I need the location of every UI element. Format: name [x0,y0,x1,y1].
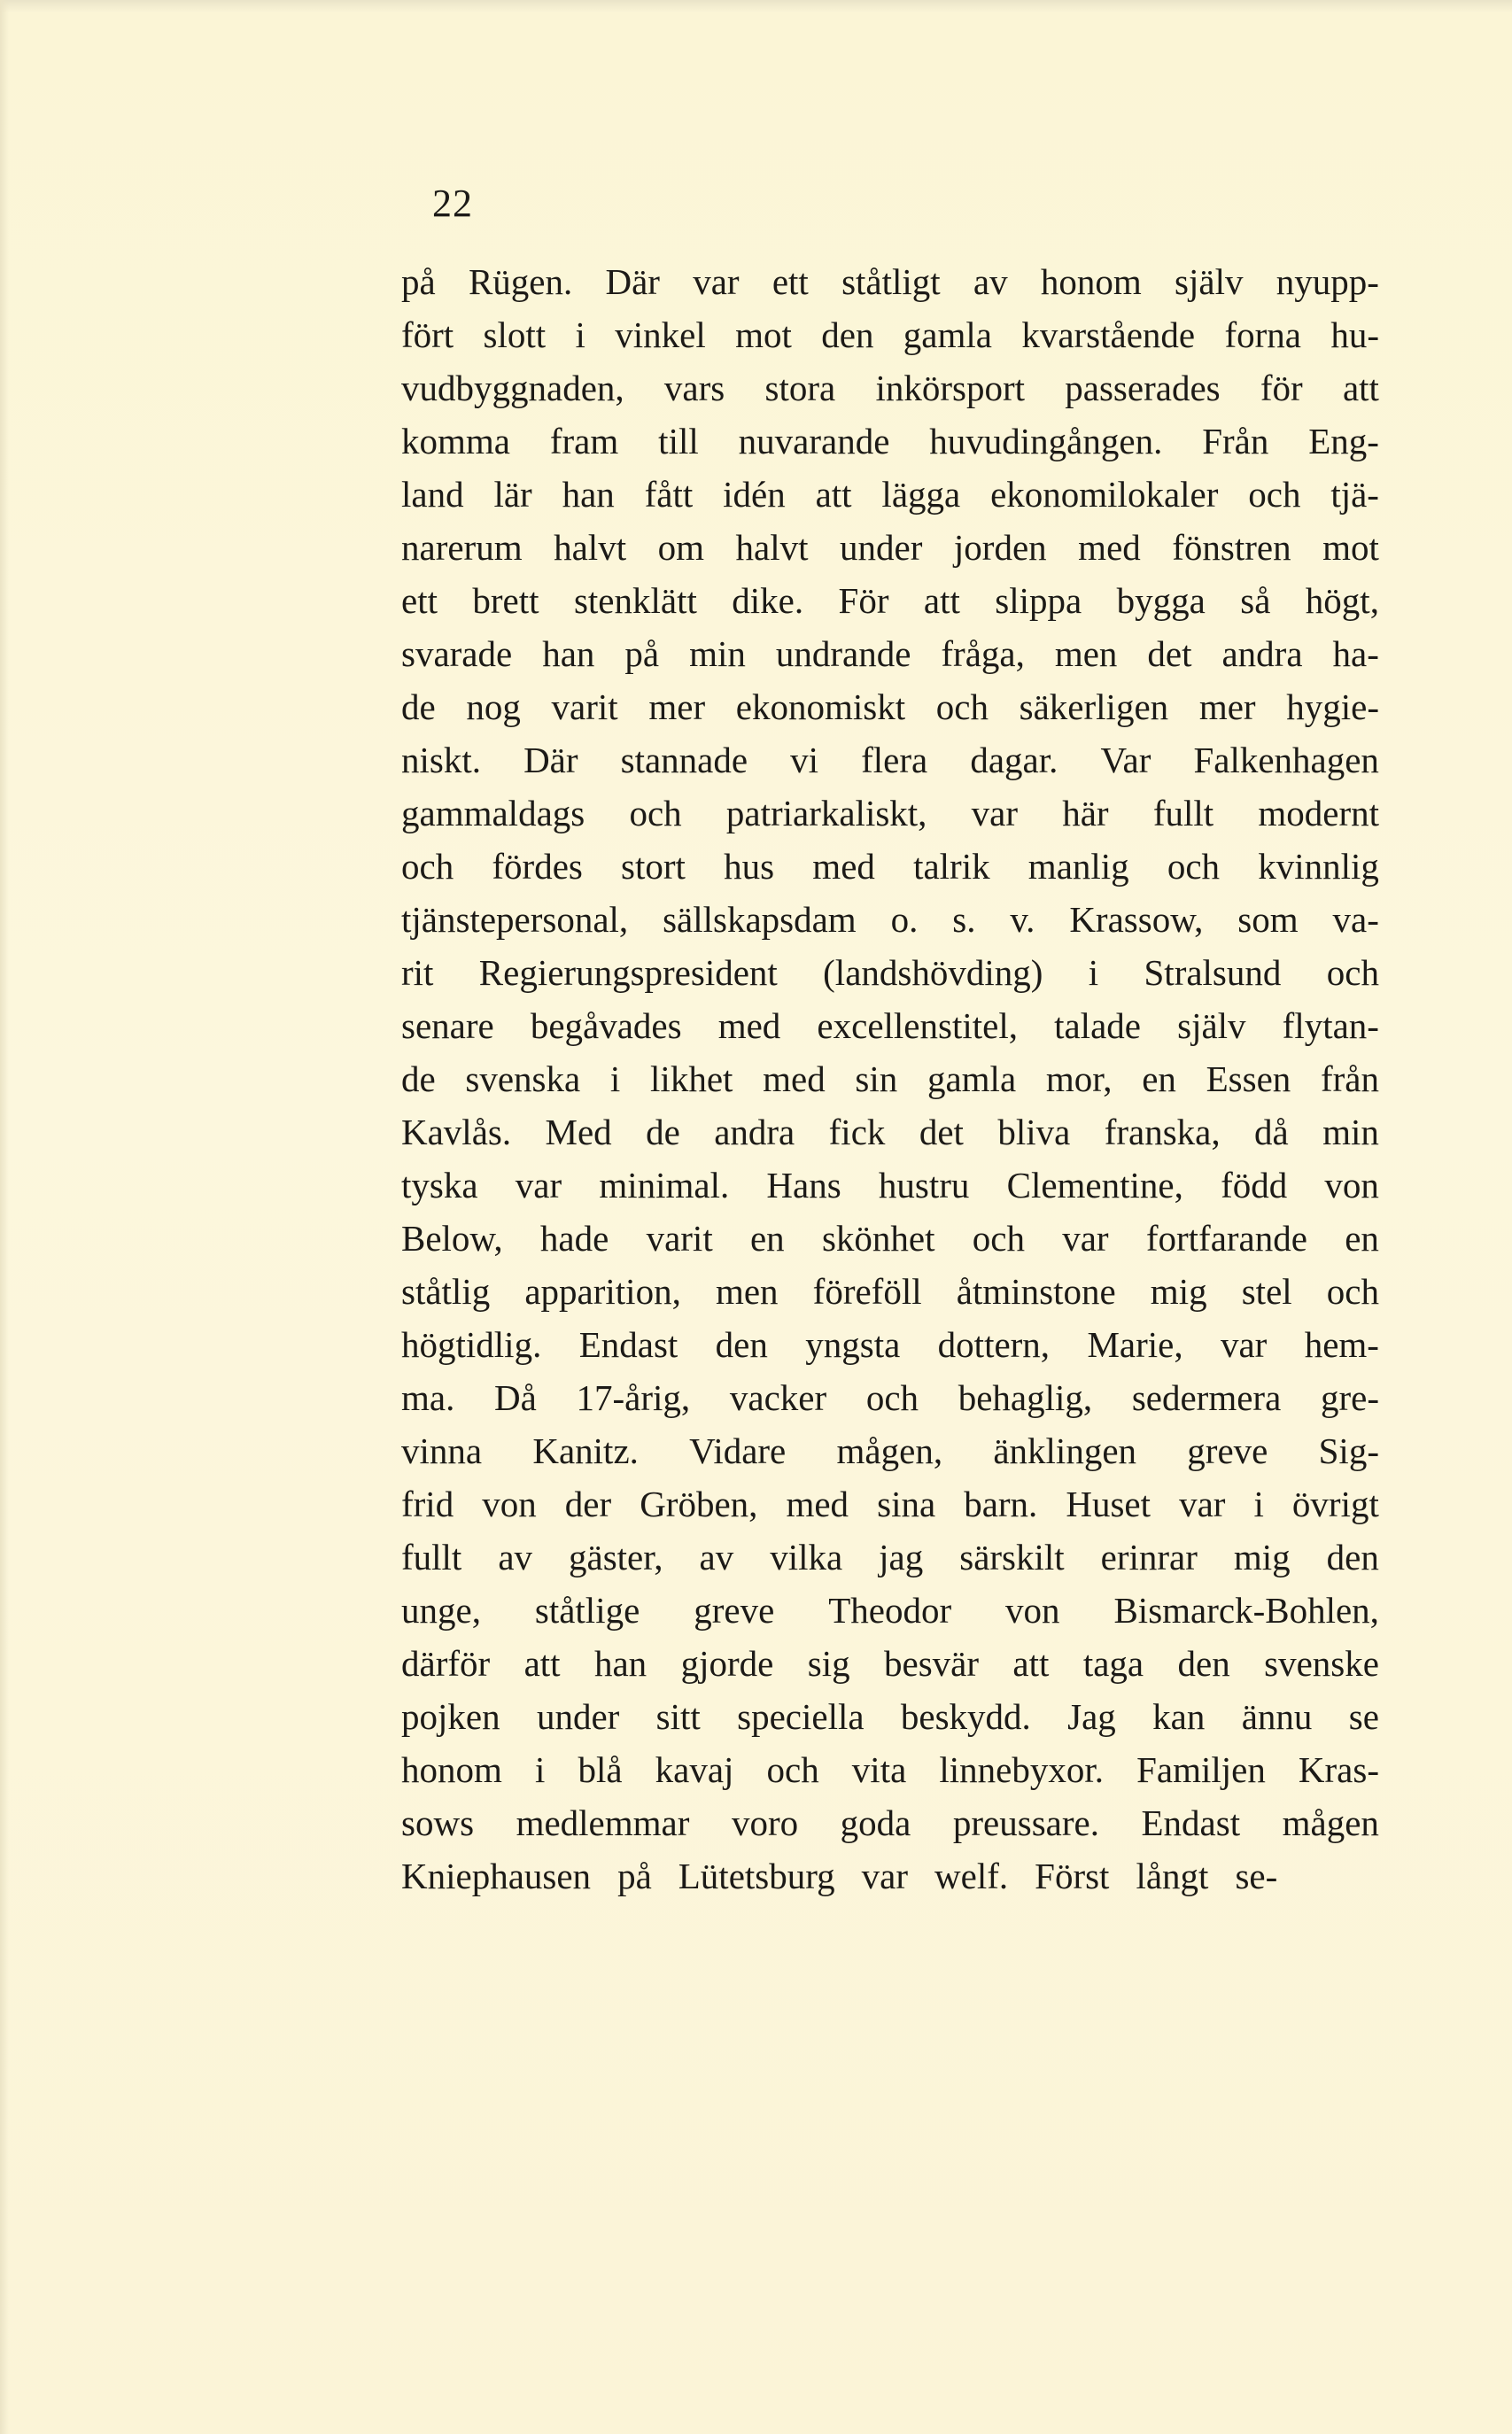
word: Eng- [1308,421,1379,461]
word: Kanitz. [532,1430,639,1471]
word: speciella [737,1696,865,1737]
word: von [1324,1165,1379,1205]
word: ett [772,261,809,302]
word: min [1322,1112,1379,1152]
word: med [786,1484,849,1524]
word: modernt [1258,793,1379,833]
word: Clementine, [1006,1165,1183,1205]
word: med [812,846,875,887]
word: Där [605,261,660,302]
word: tjänstepersonal, [401,899,629,940]
word: Huset [1066,1484,1151,1524]
word: fullt [401,1537,462,1577]
word: land [401,474,464,515]
word: stenklätt [573,580,697,621]
word: Hans [766,1165,841,1205]
word: tjä- [1330,474,1379,515]
word: fönstren [1172,527,1291,568]
word: patriarkaliskt, [725,793,927,833]
word: halvt [735,527,809,568]
word: att [523,1643,561,1684]
word: att [1342,368,1379,408]
word: en [1345,1218,1379,1259]
text-line [401,1849,1379,1903]
word: Från [1202,421,1269,461]
word: undrande [775,633,911,674]
word: men [715,1271,779,1312]
word: yngsta [805,1324,901,1365]
word: gamla [903,314,992,355]
word: gre- [1320,1377,1379,1418]
word: Theodor [828,1590,952,1631]
word: Vidare [689,1430,787,1471]
word: komma [401,421,510,461]
text-line [401,415,1379,468]
word: gamla [927,1058,1017,1099]
word: ståtligt [841,261,941,302]
word: fullt [1152,793,1214,833]
word: fört [401,314,454,355]
text-line [401,1796,1379,1849]
word: i [1088,952,1099,993]
word: den [821,314,874,355]
word: långt [1136,1856,1209,1896]
word: var [1062,1218,1109,1259]
text-line [401,1637,1379,1690]
word: vinna [401,1430,483,1471]
word: passerades [1065,368,1221,408]
word: åtminstone [956,1271,1116,1312]
word: att [815,474,852,515]
word: på [624,633,660,674]
word: blå [578,1749,623,1790]
word: narerum [401,527,523,568]
word: på [617,1856,652,1896]
word: sina [877,1484,936,1524]
word: greve [694,1590,775,1631]
word: Endast [578,1324,678,1365]
word: gammaldags [401,793,585,833]
word: v. [1010,899,1035,940]
word: andra [714,1112,795,1152]
word: rit [401,952,434,993]
word: Familjen [1136,1749,1266,1790]
word: För [838,580,889,621]
word: jorden [953,527,1047,568]
word: vinkel [615,314,706,355]
word: för [1260,368,1303,408]
word: Kras- [1298,1749,1379,1790]
word: nuvarande [738,421,890,461]
word: stannade [620,740,748,780]
word: varit [551,686,618,727]
word: vita [851,1749,907,1790]
word: skönhet [821,1218,935,1259]
word: nog [466,686,521,727]
word: talrik [913,846,990,887]
word: mer [1198,686,1256,727]
word: fram [549,421,619,461]
word: var [1179,1484,1226,1524]
word: minimal. [599,1165,730,1205]
word: i [534,1749,546,1790]
word: besvär [884,1643,980,1684]
word: va- [1332,899,1379,940]
word: Först [1035,1856,1110,1896]
word: flytan- [1282,1005,1379,1046]
word: högt, [1305,580,1379,621]
word: här [1062,793,1109,833]
word: av [973,261,1008,302]
text-line [401,1105,1379,1159]
word: i [575,314,585,355]
word: nyupp- [1276,261,1379,302]
word: senare [401,1005,494,1046]
word: de [401,686,436,727]
word: den [1177,1643,1230,1684]
word: mer [648,686,706,727]
word: Jag [1067,1696,1116,1737]
word: o. [890,899,919,940]
word: svenska [465,1058,581,1099]
word: och [629,793,682,833]
text-line [401,733,1379,787]
word: niskt. [401,740,481,780]
word: var [1220,1324,1268,1365]
word: då [1254,1112,1289,1152]
word: lägga [881,474,961,515]
word: han [593,1643,647,1684]
word: sedermera [1131,1377,1282,1418]
word: preussare. [952,1802,1099,1843]
text-line [401,840,1379,893]
word: ma. [401,1377,455,1418]
word: erinrar [1100,1537,1198,1577]
word: beskydd. [900,1696,1031,1737]
word: från [1320,1058,1379,1099]
text-line [401,1477,1379,1531]
word: han [562,474,615,515]
word: sällskapsdam [663,899,857,940]
word: med [763,1058,826,1099]
word: och [1326,1271,1379,1312]
word: se- [1235,1856,1278,1896]
word: franska, [1104,1112,1221,1152]
word: ännu [1241,1696,1313,1737]
text-line [401,946,1379,999]
word: var [693,261,740,302]
word: slott [483,314,547,355]
word: hygie- [1286,686,1379,727]
text-line [401,999,1379,1052]
word: under [840,527,923,568]
word: begåvades [530,1005,682,1046]
word: av [699,1537,734,1577]
word: bliva [997,1112,1071,1152]
text-line [401,521,1379,574]
word: han [542,633,595,674]
word: och [972,1218,1025,1259]
word: som [1237,899,1299,940]
word: fått [644,474,694,515]
word: ett [401,580,438,621]
word: Krassow, [1069,899,1204,940]
text-line [401,627,1379,680]
word: halvt [554,527,627,568]
word: Där [523,740,578,780]
word: sitt [655,1696,701,1737]
word: vacker [729,1377,827,1418]
text-line [401,1318,1379,1371]
text-line [401,1052,1379,1105]
word: ståtlige [534,1590,640,1631]
word: född [1221,1165,1288,1205]
word: var [971,793,1019,833]
word: Lütetsburg [678,1856,835,1896]
word: var [861,1856,909,1896]
page-number: 22 [432,182,473,225]
text-line [401,574,1379,627]
word: greve [1187,1430,1268,1471]
word: medlemmar [516,1802,690,1843]
word: Med [545,1112,612,1152]
text-line [401,361,1379,415]
word: Regierungspresident [478,952,778,993]
word: och [1248,474,1301,515]
text-line [401,1265,1379,1318]
word: Endast [1141,1802,1241,1843]
word: Kniephausen [401,1856,592,1896]
word: huvudingången. [929,421,1163,461]
word: fortfarande [1145,1218,1307,1259]
word: själv [1177,1005,1246,1046]
word: säkerligen [1019,686,1169,727]
text-line [401,1212,1379,1265]
word: Rügen. [468,261,573,302]
word: 17-årig, [576,1377,691,1418]
word: voro [731,1802,799,1843]
word: apparition, [524,1271,681,1312]
word: en [1142,1058,1176,1099]
word: mig [1150,1271,1207,1312]
word: under [536,1696,620,1737]
word: stel [1241,1271,1292,1312]
word: andra [1221,633,1303,674]
word: dottern, [937,1324,1051,1365]
word: särskilt [959,1537,1065,1577]
word: svarade [401,633,513,674]
word: inkörsport [875,368,1026,408]
word: hu- [1330,314,1379,355]
word: de [401,1058,436,1099]
word: talade [1054,1005,1141,1046]
word: och [766,1749,819,1790]
word: manlig [1027,846,1129,887]
word: mågen, [836,1430,943,1471]
word: linnebyxor. [939,1749,1104,1790]
word: (landshövding) [823,952,1043,993]
word: kan [1152,1696,1206,1737]
word: der [564,1484,612,1524]
word: Då [494,1377,537,1418]
word: goda [840,1802,911,1843]
word: sig [807,1643,850,1684]
word: brett [472,580,539,621]
word: frid [401,1484,454,1524]
word: stort [621,846,686,887]
text-line [401,255,1379,308]
word: hus [724,846,775,887]
word: Stralsund [1144,952,1282,993]
word: de [646,1112,680,1152]
text-line [401,468,1379,521]
word: Kavlås. [401,1112,512,1152]
word: mot [1322,527,1379,568]
text-line [401,1371,1379,1424]
word: varit [646,1218,713,1259]
word: von [1005,1590,1060,1631]
word: att [1012,1643,1050,1684]
text-line [401,1584,1379,1637]
word: den [1326,1537,1379,1577]
text-line [401,1159,1379,1212]
word: att [923,580,960,621]
word: mig [1233,1537,1291,1577]
word: övrigt [1291,1484,1379,1524]
word: lär [493,474,532,515]
word: men [1054,633,1118,674]
word: von [482,1484,537,1524]
word: ha- [1332,633,1379,674]
word: till [658,421,699,461]
word: vars [663,368,725,408]
word: idén [723,474,786,515]
word: Var [1100,740,1151,780]
word: därför [401,1643,491,1684]
word: sows [401,1802,475,1843]
word: slippa [995,580,1082,621]
word: fick [828,1112,886,1152]
word: s. [952,899,976,940]
word: svenske [1264,1643,1379,1684]
word: taga [1082,1643,1144,1684]
word: stora [764,368,836,408]
word: den [715,1324,768,1365]
word: och [865,1377,919,1418]
word: kvarstående [1021,314,1196,355]
word: med [1078,527,1141,568]
word: i [609,1058,621,1099]
text-line [401,1424,1379,1477]
text-line [401,1743,1379,1796]
word: fördes [492,846,583,887]
word: med [717,1005,781,1046]
word: unge, [401,1590,481,1631]
word: på [401,261,436,302]
word: kavaj [655,1749,734,1790]
word: ekonomilokaler [990,474,1219,515]
word: och [1167,846,1221,887]
word: gjorde [680,1643,774,1684]
word: forna [1224,314,1301,355]
word: excellenstitel, [817,1005,1018,1046]
text-line [401,787,1379,840]
word: vi [790,740,819,780]
word: honom [401,1749,502,1790]
body-text [401,255,1379,1903]
word: Gröben, [640,1484,758,1524]
word: Marie, [1087,1324,1183,1365]
word: likhet [650,1058,733,1099]
word: honom [1040,261,1142,302]
word: pojken [401,1696,500,1737]
word: mågen [1282,1802,1379,1843]
word: i [1253,1484,1264,1524]
word: ståtlig [401,1271,491,1312]
word: fråga, [941,633,1025,674]
word: så [1240,580,1271,621]
word: och [1326,952,1379,993]
word: mor, [1045,1058,1113,1099]
word: jag [879,1537,924,1577]
word: av [498,1537,533,1577]
word: en [749,1218,785,1259]
word: bygga [1116,580,1206,621]
word: det [1147,633,1192,674]
word: var [515,1165,562,1205]
word: och [935,686,989,727]
text-line [401,1690,1379,1743]
word: föreföll [812,1271,922,1312]
word: min [689,633,746,674]
word: Below, [401,1218,503,1259]
word: tyska [401,1165,478,1205]
word: Falkenhagen [1193,740,1379,780]
word: behaglig, [958,1377,1093,1418]
word: vudbyggnaden, [401,368,624,408]
word: änklingen [993,1430,1137,1471]
word: Sig- [1318,1430,1379,1471]
word: det [919,1112,964,1152]
word: barn. [964,1484,1038,1524]
text-line [401,308,1379,361]
text-line [401,680,1379,733]
word: dike. [732,580,804,621]
word: mot [735,314,792,355]
word: flera [861,740,928,780]
word: hustru [878,1165,970,1205]
word: se [1348,1696,1379,1737]
word: kvinnlig [1258,846,1379,887]
text-line [401,1531,1379,1584]
word: Bismarck-Bohlen, [1113,1590,1379,1631]
word: welf. [934,1856,1009,1896]
word: hem- [1304,1324,1379,1365]
word: hade [539,1218,609,1259]
word: själv [1175,261,1244,302]
word: högtidlig. [401,1324,542,1365]
text-line [401,893,1379,946]
word: gäster, [569,1537,663,1577]
word: dagar. [970,740,1058,780]
word: och [401,846,454,887]
word: ekonomiskt [735,686,906,727]
word: Essen [1206,1058,1291,1099]
word: om [657,527,705,568]
word: sin [855,1058,898,1099]
word: vilka [770,1537,843,1577]
